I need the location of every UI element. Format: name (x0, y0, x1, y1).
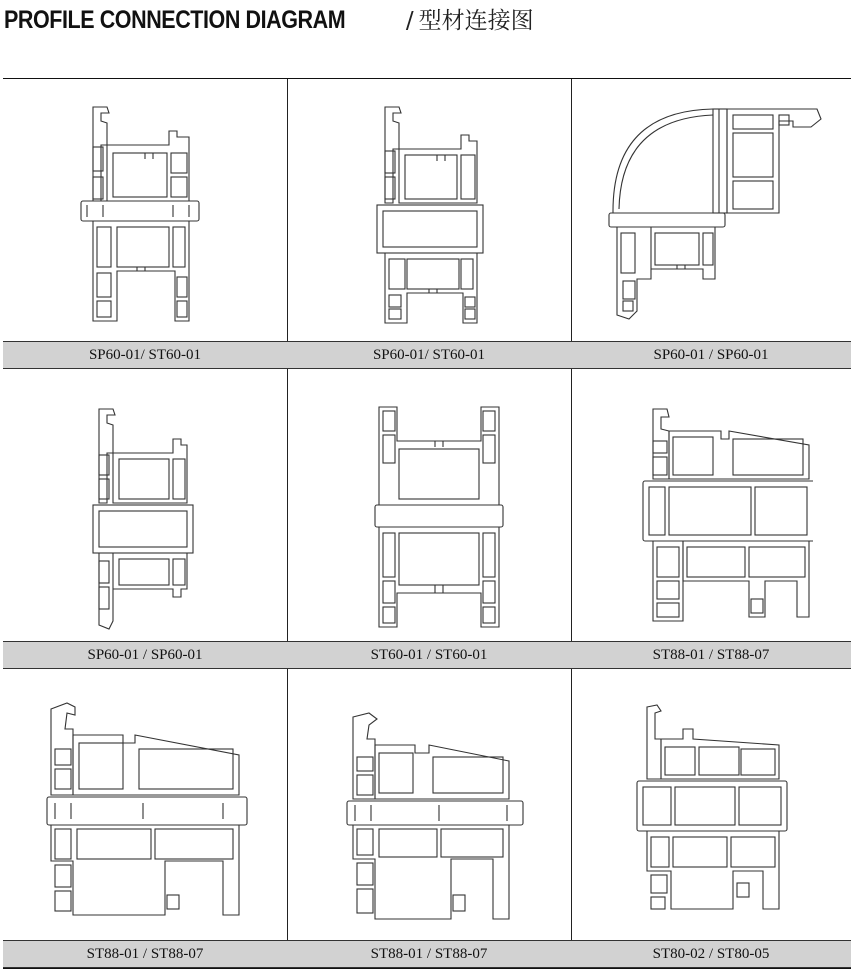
profile-section-drawing (43, 699, 253, 925)
profile-section-drawing (369, 401, 509, 633)
diagram-caption: SP60-01/ ST60-01 (3, 341, 287, 369)
title-chinese: 型材连接图 (418, 8, 534, 34)
profile-section-drawing (633, 401, 813, 633)
grid-divider (287, 79, 288, 968)
profile-section-drawing (633, 699, 813, 929)
page-title (4, 2, 534, 32)
diagram-caption: ST88-01 / ST88-07 (3, 940, 287, 968)
diagram-caption: SP60-01 / SP60-01 (571, 341, 851, 369)
profile-section-drawing (73, 101, 203, 327)
profile-section-drawing (363, 101, 503, 327)
diagram-caption: ST88-01 / ST88-07 (287, 940, 571, 968)
diagram-grid (3, 78, 851, 969)
diagram-caption: SP60-01 / SP60-01 (3, 641, 287, 669)
diagram-caption: SP60-01/ ST60-01 (287, 341, 571, 369)
profile-section-drawing (343, 709, 533, 931)
diagram-caption: ST88-01 / ST88-07 (571, 641, 851, 669)
profile-section-drawing (603, 101, 843, 327)
grid-divider (571, 79, 572, 968)
title-english: PROFILE CONNECTION DIAGRAM (4, 6, 346, 34)
diagram-caption: ST60-01 / ST60-01 (287, 641, 571, 669)
diagram-caption: ST80-02 / ST80-05 (571, 940, 851, 968)
title-separator: / (405, 8, 414, 34)
profile-section-drawing (83, 401, 203, 633)
